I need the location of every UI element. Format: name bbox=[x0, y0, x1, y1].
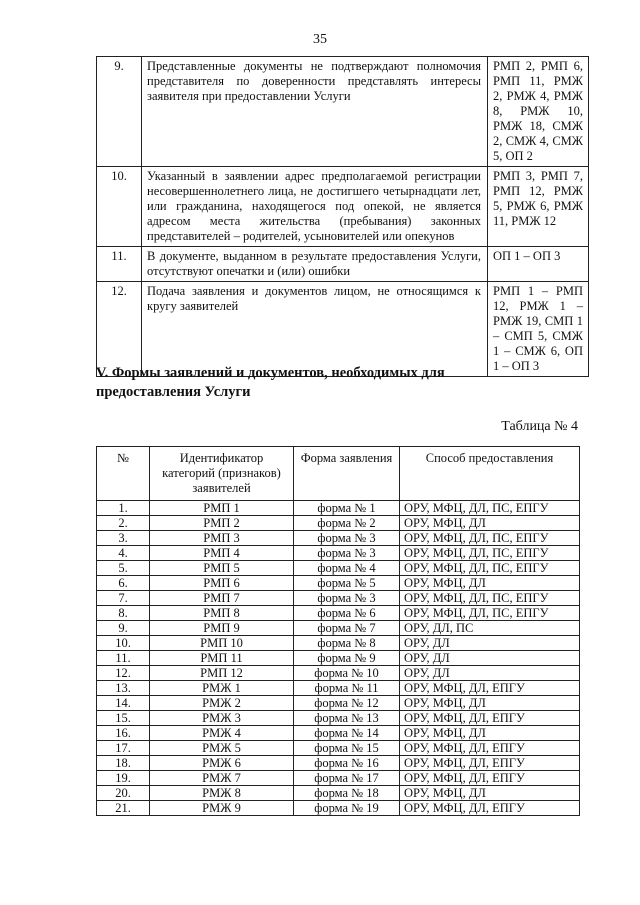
table-row bbox=[97, 546, 580, 561]
table-row bbox=[97, 636, 580, 651]
category-id: РМП 12 bbox=[150, 666, 294, 681]
row-number: 5. bbox=[97, 561, 150, 576]
submission-method: ОРУ, МФЦ, ДЛ, ПС, ЕПГУ bbox=[400, 591, 580, 606]
row-number: 12. bbox=[97, 666, 150, 681]
submission-method: ОРУ, МФЦ, ДЛ, ПС, ЕПГУ bbox=[400, 546, 580, 561]
submission-method: ОРУ, МФЦ, ДЛ bbox=[400, 726, 580, 741]
table-row bbox=[97, 561, 580, 576]
refusal-reason: Подача заявления и документов лицом, не относящимся к кругу заявителей bbox=[142, 282, 488, 377]
table-row bbox=[97, 576, 580, 591]
row-number: 6. bbox=[97, 576, 150, 591]
table-row bbox=[97, 247, 589, 282]
submission-method: ОРУ, МФЦ, ДЛ, ЕПГУ bbox=[400, 711, 580, 726]
category-id: РМП 5 bbox=[150, 561, 294, 576]
category-id: РМП 11 bbox=[150, 651, 294, 666]
table-row bbox=[97, 741, 580, 756]
header-category: Идентификатор категорий (признаков) заявителей bbox=[150, 447, 294, 501]
category-id: РМП 2 bbox=[150, 516, 294, 531]
table-row bbox=[97, 756, 580, 771]
header-num: № bbox=[97, 447, 150, 501]
category-id: РМП 8 bbox=[150, 606, 294, 621]
form-name: форма № 15 bbox=[294, 741, 400, 756]
form-name: форма № 3 bbox=[294, 546, 400, 561]
row-number: 10. bbox=[97, 636, 150, 651]
form-name: форма № 6 bbox=[294, 606, 400, 621]
submission-method: ОРУ, МФЦ, ДЛ, ЕПГУ bbox=[400, 801, 580, 816]
refusal-reason: Указанный в заявлении адрес предполагаемой регистрации несовершеннолетнего лица, не достигшего четырнадцати лет, или гражданина, находящегося под опекой, не является адресом места жительства (пребывания) законных представителей – родителей, усыновителей или опекунов bbox=[142, 167, 488, 247]
category-id: РМП 1 bbox=[150, 501, 294, 516]
category-id: РМЖ 9 bbox=[150, 801, 294, 816]
form-name: форма № 13 bbox=[294, 711, 400, 726]
submission-method: ОРУ, ДЛ bbox=[400, 651, 580, 666]
category-codes: РМП 3, РМП 7, РМП 12, РМЖ 5, РМЖ 6, РМЖ 11, РМЖ 12 bbox=[488, 167, 589, 247]
row-number: 21. bbox=[97, 801, 150, 816]
form-name: форма № 3 bbox=[294, 531, 400, 546]
category-id: РМП 10 bbox=[150, 636, 294, 651]
form-name: форма № 18 bbox=[294, 786, 400, 801]
form-name: форма № 1 bbox=[294, 501, 400, 516]
refusal-reasons-table bbox=[96, 56, 589, 377]
category-id: РМЖ 7 bbox=[150, 771, 294, 786]
form-name: форма № 14 bbox=[294, 726, 400, 741]
row-number: 1. bbox=[97, 501, 150, 516]
table-row bbox=[97, 726, 580, 741]
submission-method: ОРУ, ДЛ bbox=[400, 636, 580, 651]
section-title: V. Формы заявлений и документов, необходимых для предоставления Услуги bbox=[96, 365, 445, 400]
table-row bbox=[97, 57, 589, 167]
row-number: 15. bbox=[97, 711, 150, 726]
table-row bbox=[97, 591, 580, 606]
row-number: 20. bbox=[97, 786, 150, 801]
category-id: РМЖ 4 bbox=[150, 726, 294, 741]
refusal-reason: В документе, выданном в результате предоставления Услуги, отсутствуют опечатки и (или) ошибки bbox=[142, 247, 488, 282]
form-name: форма № 11 bbox=[294, 681, 400, 696]
submission-method: ОРУ, МФЦ, ДЛ, ПС, ЕПГУ bbox=[400, 561, 580, 576]
row-number: 8. bbox=[97, 606, 150, 621]
submission-method: ОРУ, МФЦ, ДЛ bbox=[400, 516, 580, 531]
page-number: 35 bbox=[313, 32, 327, 47]
row-number: 9. bbox=[97, 57, 142, 167]
form-name: форма № 4 bbox=[294, 561, 400, 576]
table-row bbox=[97, 606, 580, 621]
forms-table-header-row bbox=[97, 447, 580, 501]
form-name: форма № 9 bbox=[294, 651, 400, 666]
row-number: 12. bbox=[97, 282, 142, 377]
form-name: форма № 19 bbox=[294, 801, 400, 816]
row-number: 14. bbox=[97, 696, 150, 711]
table-row bbox=[97, 531, 580, 546]
form-name: форма № 10 bbox=[294, 666, 400, 681]
submission-method: ОРУ, ДЛ, ПС bbox=[400, 621, 580, 636]
table-row bbox=[97, 501, 580, 516]
row-number: 7. bbox=[97, 591, 150, 606]
submission-method: ОРУ, МФЦ, ДЛ, ЕПГУ bbox=[400, 741, 580, 756]
form-name: форма № 3 bbox=[294, 591, 400, 606]
table-row bbox=[97, 516, 580, 531]
table-row bbox=[97, 711, 580, 726]
table-row bbox=[97, 771, 580, 786]
row-number: 3. bbox=[97, 531, 150, 546]
form-name: форма № 7 bbox=[294, 621, 400, 636]
submission-method: ОРУ, МФЦ, ДЛ, ПС, ЕПГУ bbox=[400, 531, 580, 546]
category-id: РМП 7 bbox=[150, 591, 294, 606]
table-row bbox=[97, 681, 580, 696]
row-number: 4. bbox=[97, 546, 150, 561]
table-row bbox=[97, 167, 589, 247]
category-id: РМЖ 8 bbox=[150, 786, 294, 801]
form-name: форма № 12 bbox=[294, 696, 400, 711]
forms-table-body bbox=[97, 501, 580, 816]
submission-method: ОРУ, МФЦ, ДЛ, ЕПГУ bbox=[400, 771, 580, 786]
category-id: РМЖ 1 bbox=[150, 681, 294, 696]
table-row bbox=[97, 666, 580, 681]
category-id: РМП 9 bbox=[150, 621, 294, 636]
category-id: РМП 4 bbox=[150, 546, 294, 561]
row-number: 17. bbox=[97, 741, 150, 756]
category-codes: РМП 1 – РМП 12, РМЖ 1 – РМЖ 19, СМП 1 – СМП 5, СМЖ 1 – СМЖ 6, ОП 1 – ОП 3 bbox=[488, 282, 589, 377]
category-id: РМЖ 2 bbox=[150, 696, 294, 711]
submission-method: ОРУ, МФЦ, ДЛ bbox=[400, 786, 580, 801]
category-id: РМЖ 5 bbox=[150, 741, 294, 756]
submission-method: ОРУ, МФЦ, ДЛ, ЕПГУ bbox=[400, 681, 580, 696]
category-codes: ОП 1 – ОП 3 bbox=[488, 247, 589, 282]
submission-method: ОРУ, ДЛ bbox=[400, 666, 580, 681]
table-row bbox=[97, 651, 580, 666]
form-name: форма № 8 bbox=[294, 636, 400, 651]
row-number: 9. bbox=[97, 621, 150, 636]
category-id: РМЖ 3 bbox=[150, 711, 294, 726]
form-name: форма № 17 bbox=[294, 771, 400, 786]
table-row bbox=[97, 282, 589, 377]
header-form: Форма заявления bbox=[294, 447, 400, 501]
row-number: 11. bbox=[97, 651, 150, 666]
row-number: 16. bbox=[97, 726, 150, 741]
submission-method: ОРУ, МФЦ, ДЛ, ПС, ЕПГУ bbox=[400, 501, 580, 516]
category-id: РМП 6 bbox=[150, 576, 294, 591]
table-row bbox=[97, 801, 580, 816]
form-name: форма № 16 bbox=[294, 756, 400, 771]
row-number: 19. bbox=[97, 771, 150, 786]
category-id: РМП 3 bbox=[150, 531, 294, 546]
form-name: форма № 2 bbox=[294, 516, 400, 531]
submission-method: ОРУ, МФЦ, ДЛ bbox=[400, 576, 580, 591]
row-number: 18. bbox=[97, 756, 150, 771]
table-row bbox=[97, 786, 580, 801]
category-id: РМЖ 6 bbox=[150, 756, 294, 771]
header-method: Способ предоставления bbox=[400, 447, 580, 501]
form-name: форма № 5 bbox=[294, 576, 400, 591]
refusal-reasons-body bbox=[97, 57, 589, 377]
table-caption: Таблица № 4 bbox=[501, 419, 578, 434]
row-number: 11. bbox=[97, 247, 142, 282]
table-row bbox=[97, 696, 580, 711]
submission-method: ОРУ, МФЦ, ДЛ, ПС, ЕПГУ bbox=[400, 606, 580, 621]
category-codes: РМП 2, РМП 6, РМП 11, РМЖ 2, РМЖ 4, РМЖ 8, РМЖ 10, РМЖ 18, СМЖ 2, СМЖ 4, СМЖ 5, ОП 2 bbox=[488, 57, 589, 167]
forms-table bbox=[96, 446, 580, 816]
row-number: 10. bbox=[97, 167, 142, 247]
row-number: 13. bbox=[97, 681, 150, 696]
submission-method: ОРУ, МФЦ, ДЛ bbox=[400, 696, 580, 711]
table-row bbox=[97, 621, 580, 636]
row-number: 2. bbox=[97, 516, 150, 531]
submission-method: ОРУ, МФЦ, ДЛ, ЕПГУ bbox=[400, 756, 580, 771]
refusal-reason: Представленные документы не подтверждают полномочия представителя по доверенности представлять интересы заявителя при предоставлении Услуги bbox=[142, 57, 488, 167]
